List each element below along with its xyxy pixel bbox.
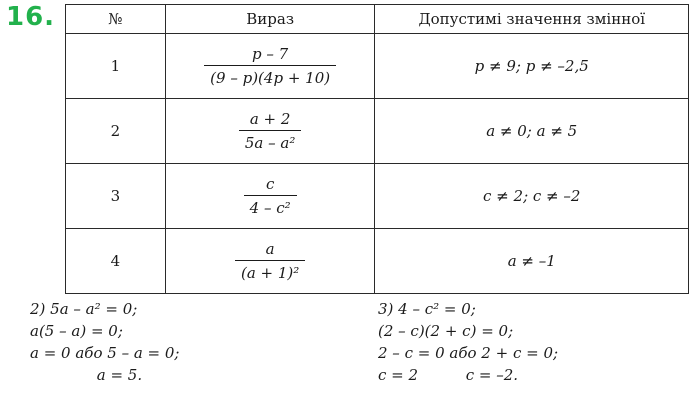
fraction (235, 240, 305, 282)
denominator: (9 – p)(4p + 10) (210, 69, 331, 87)
numerator: c (244, 175, 297, 196)
solution-line: 3) 4 – c² = 0; (378, 300, 476, 318)
table-row (66, 99, 689, 164)
denominator: 5a – a² (244, 134, 296, 152)
header-expression: Вираз (165, 5, 375, 34)
solution-left (30, 298, 179, 386)
row-number: 4 (66, 229, 166, 294)
numerator: p – 7 (204, 45, 336, 66)
solution-right (378, 298, 558, 386)
header-number: № (66, 5, 166, 34)
row-number: 3 (66, 164, 166, 229)
header-allowed-values: Допустимі значення змінної (375, 5, 689, 34)
row-number: 1 (66, 34, 166, 99)
allowed-values-cell: p ≠ 9; p ≠ –2,5 (375, 34, 689, 99)
denominator: 4 – c² (249, 199, 291, 217)
table-header-row (66, 5, 689, 34)
numerator: a (235, 240, 305, 261)
table-row (66, 34, 689, 99)
expression-cell (165, 229, 375, 294)
allowed-values-cell: c ≠ 2; c ≠ –2 (375, 164, 689, 229)
exercise-number: 16. (6, 2, 56, 32)
solution-line: a = 0 або 5 – a = 0; (30, 344, 180, 362)
fraction (204, 45, 336, 87)
expression-cell (165, 164, 375, 229)
numerator: a + 2 (239, 110, 301, 131)
values-table (65, 4, 689, 294)
solution-line: (2 – c)(2 + c) = 0; (378, 322, 514, 340)
allowed-values-cell: a ≠ 0; a ≠ 5 (375, 99, 689, 164)
solution-line: a(5 – a) = 0; (30, 322, 123, 340)
solution-line: c = 2 c = –2. (378, 366, 519, 384)
row-number: 2 (66, 99, 166, 164)
expression-cell (165, 34, 375, 99)
solution-line: a = 5. (30, 366, 143, 384)
denominator: (a + 1)² (240, 264, 300, 282)
solution-line: 2) 5a – a² = 0; (30, 300, 138, 318)
solution-line: 2 – c = 0 або 2 + c = 0; (378, 344, 559, 362)
table-row (66, 229, 689, 294)
fraction (244, 175, 297, 217)
allowed-values-cell: a ≠ –1 (375, 229, 689, 294)
expression-cell (165, 99, 375, 164)
fraction (239, 110, 301, 152)
table-row (66, 164, 689, 229)
